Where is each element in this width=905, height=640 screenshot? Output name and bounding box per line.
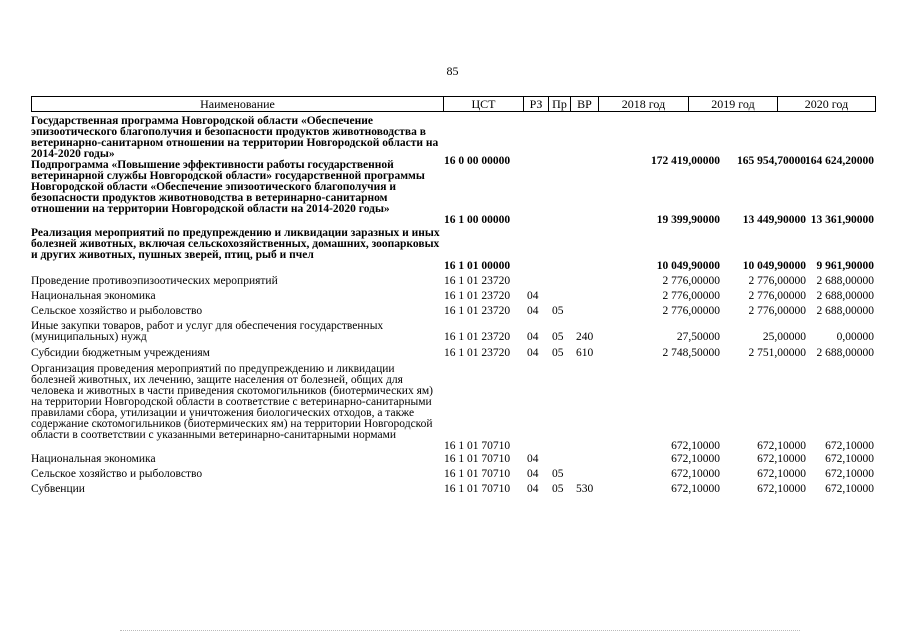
row-2018: 172 419,00000 [651, 155, 720, 167]
row-name: Сельское хозяйство и рыболовство [31, 468, 203, 480]
row-cst: 16 1 01 23720 [444, 331, 511, 343]
row-2019: 10 049,90000 [742, 260, 806, 272]
row-cst: 16 1 01 00000 [444, 260, 511, 272]
row-name: Субсидии бюджетным учреждениям [31, 347, 210, 359]
header-cst: ЦСТ [444, 97, 524, 111]
page-number: 85 [446, 64, 459, 78]
row-2018: 10 049,90000 [656, 260, 720, 272]
row-2019: 13 449,90000 [742, 214, 806, 226]
row-vr: 610 [576, 347, 594, 359]
row-2020: 2 688,00000 [816, 347, 874, 359]
table-row [31, 348, 876, 361]
row-pr: 05 [552, 331, 564, 343]
table-row [31, 321, 876, 345]
header-2018: 2018 год [599, 97, 689, 111]
table-row [31, 484, 876, 497]
row-cst: 16 1 01 23720 [444, 290, 511, 302]
row-name: Национальная экономика [31, 290, 156, 302]
row-cst: 16 1 01 70710 [444, 453, 511, 465]
row-2018: 2 776,00000 [662, 275, 720, 287]
header-2020: 2020 год [804, 97, 849, 111]
row-2018: 19 399,90000 [656, 214, 720, 226]
row-2019: 672,10000 [757, 483, 806, 495]
row-2018: 2 776,00000 [662, 305, 720, 317]
row-2020: 13 361,90000 [810, 214, 874, 226]
header-vr: ВР [571, 97, 599, 111]
scan-artifact-line [120, 630, 800, 631]
row-2018: 2 776,00000 [662, 290, 720, 302]
row-pr: 05 [552, 305, 564, 317]
row-rz: 04 [527, 305, 539, 317]
table-row [31, 306, 876, 319]
table-header [31, 96, 876, 112]
row-2020: 164 624,20000 [805, 155, 874, 167]
row-rz: 04 [527, 331, 539, 343]
row-cst: 16 1 01 70710 [444, 483, 511, 495]
row-2019: 2 776,00000 [748, 275, 806, 287]
row-2020: 0,00000 [836, 331, 874, 343]
row-rz: 04 [527, 483, 539, 495]
row-2019: 672,10000 [757, 453, 806, 465]
row-2018: 672,10000 [671, 468, 720, 480]
row-cst: 16 1 01 23720 [444, 275, 511, 287]
row-name: Национальная экономика [31, 453, 156, 465]
row-2020: 672,10000 [825, 468, 874, 480]
table-row [31, 160, 876, 226]
row-name: Сельское хозяйство и рыболовство [31, 305, 203, 317]
row-2018: 672,10000 [671, 440, 720, 452]
row-rz: 04 [527, 347, 539, 359]
row-name: Организация проведения мероприятий по предупреждению и ликвидации болезней животных, их лечению, защите населения от болезней, общих для человека и животных в части приведения скотомогильников (биотермических ям) на территории Новгородской области в соответствие с ветеринарно-санитарными правилами сбора, утилизации и уничтожения биологических отходов, а также содержание скотомогильников (биотермических ям) на территории Новгородской области в соответствии с указанными ветеринарно-санитарными нормами [31, 363, 433, 441]
row-name: Иные закупки товаров, работ и услуг для обеспечения государственных (муниципальных) нужд [31, 320, 384, 343]
row-cst: 16 1 01 23720 [444, 305, 511, 317]
row-cst: 16 1 00 00000 [444, 214, 511, 226]
row-2018: 27,50000 [676, 331, 720, 343]
row-2018: 672,10000 [671, 483, 720, 495]
header-rz: РЗ [524, 97, 549, 111]
row-2019: 2 776,00000 [748, 305, 806, 317]
row-2019: 672,10000 [757, 440, 806, 452]
row-cst: 16 1 01 70710 [444, 468, 511, 480]
table-row [31, 454, 876, 467]
row-name: Субвенции [31, 483, 85, 495]
row-2020: 672,10000 [825, 440, 874, 452]
row-2020: 672,10000 [825, 483, 874, 495]
row-vr: 530 [576, 483, 594, 495]
header-2019: 2019 год [689, 97, 778, 111]
row-name: Государственная программа Новгородской области «Обеспечение эпизоотического благополучия и безопасности продуктов животноводства в ветеринарно-санитарном отношении на территории Новгородской области на 2014-2020 годы» [31, 115, 439, 160]
row-2020: 9 961,90000 [816, 260, 874, 272]
table-row [31, 228, 876, 274]
row-pr: 05 [552, 468, 564, 480]
row-vr: 240 [576, 331, 594, 343]
header-name: Наименование [32, 97, 444, 111]
row-cst: 16 1 01 70710 [444, 440, 511, 452]
row-2020: 2 688,00000 [816, 290, 874, 302]
row-2019: 25,00000 [762, 331, 806, 343]
row-pr: 05 [552, 483, 564, 495]
row-rz: 04 [527, 290, 539, 302]
row-rz: 04 [527, 453, 539, 465]
row-2019: 2 776,00000 [748, 290, 806, 302]
row-2019: 165 954,70000 [737, 155, 806, 167]
row-name: Проведение противоэпизоотических мероприятий [31, 275, 278, 287]
table-row [31, 469, 876, 482]
row-cst: 16 0 00 00000 [444, 155, 511, 167]
row-2020: 2 688,00000 [816, 275, 874, 287]
row-2018: 2 748,50000 [662, 347, 720, 359]
row-name: Подпрограмма «Повышение эффективности работы государственной ветеринарной службы Новгородской области» государственной программы Новгородской области «Обеспечение эпизоотического благополучия и безопасности продуктов животноводства в ветеринарно-санитарном отношении на территории Новгородской области на 2014-2020 годы» [31, 159, 425, 215]
row-name: Реализация мероприятий по предупреждению и ликвидации заразных и иных болезней животных, включая сельскохозяйственных, домашних, зоопарковых и других животных, пушных зверей, птиц, рыб и пчел [31, 227, 440, 261]
table-row [31, 291, 876, 304]
row-2020: 672,10000 [825, 453, 874, 465]
row-pr: 05 [552, 347, 564, 359]
header-pr: Пр [549, 97, 571, 111]
table-row [31, 276, 876, 289]
table-row [31, 364, 876, 452]
row-2018: 672,10000 [671, 453, 720, 465]
row-2020: 2 688,00000 [816, 305, 874, 317]
row-2019: 2 751,00000 [748, 347, 806, 359]
row-2019: 672,10000 [757, 468, 806, 480]
row-rz: 04 [527, 468, 539, 480]
row-cst: 16 1 01 23720 [444, 347, 511, 359]
